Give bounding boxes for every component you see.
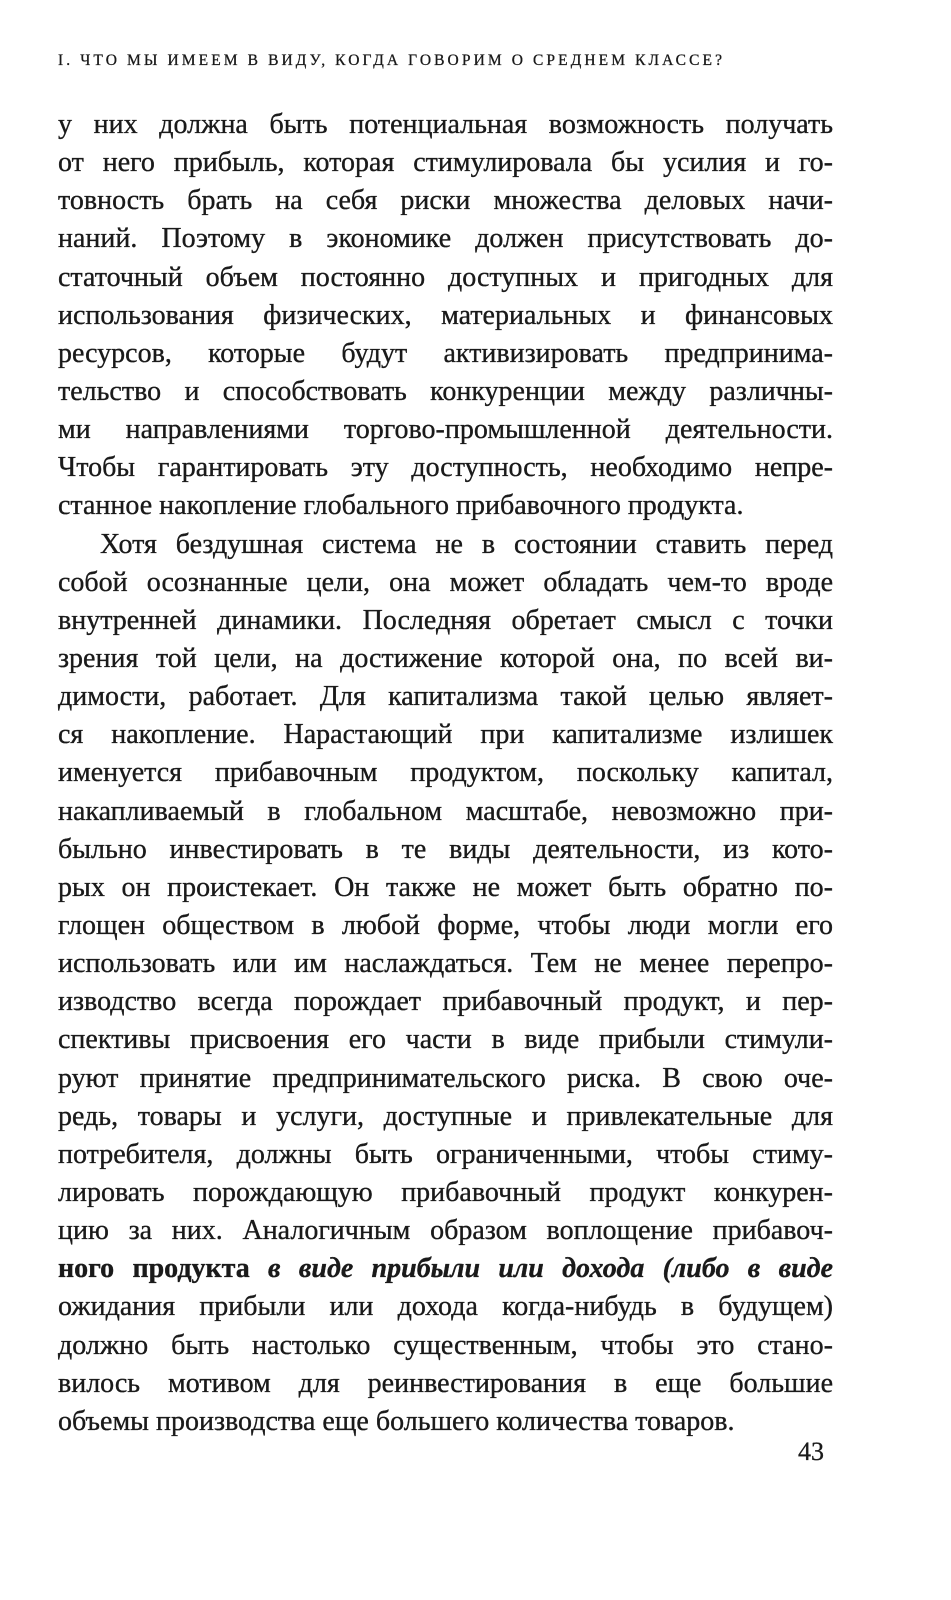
- text-line: ожидания прибыли или дохода когда-нибудь в будущем): [58, 1291, 833, 1323]
- text-line: вилось мотивом для реинвестирования в еще большие: [58, 1367, 833, 1399]
- text-line: лировать порождающую прибавочный продукт конкурен-: [58, 1176, 833, 1208]
- text-line: товность брать на себя риски множества деловых начи-: [58, 185, 833, 217]
- text-line: димости, работает. Для капитализма такой целью являет-: [58, 681, 833, 713]
- text-line: Хотя бездушная система не в состоянии ставить перед: [100, 528, 833, 560]
- text-line: накапливаемый в глобальном масштабе, невозможно при-: [58, 795, 833, 827]
- text-line: тельство и способствовать конкуренции между различны-: [58, 375, 833, 407]
- text-line: рых он проистекает. Он также не может быть обратно по-: [58, 871, 833, 903]
- text-line: именуется прибавочным продуктом, поскольку капитал,: [58, 757, 833, 789]
- text-line: наний. Поэтому в экономике должен присутствовать до-: [58, 223, 833, 255]
- text-line: от него прибыль, которая стимулировала бы усилия и го-: [58, 147, 833, 179]
- running-head: I. ЧТО МЫ ИМЕЕМ В ВИДУ, КОГДА ГОВОРИМ О СРЕДНЕМ КЛАССЕ?: [58, 52, 726, 69]
- text-line: цию за них. Аналогичным образом воплощение прибавоч-: [58, 1215, 833, 1247]
- text-line: быльно инвестировать в те виды деятельности, из кото-: [58, 833, 833, 865]
- text-line: собой осознанные цели, она может обладать чем-то вроде: [58, 566, 833, 598]
- text-line: внутренней динамики. Последняя обретает смысл с точки: [58, 604, 833, 636]
- bold-italic-text: в виде прибыли или дохода (либо в виде: [268, 1253, 833, 1285]
- text-line: редь, товары и услуги, доступные и привлекательные для: [58, 1100, 833, 1132]
- emphasis-line: [58, 1250, 833, 1288]
- text-line: Чтобы гарантировать эту доступность, необходимо непре-: [58, 452, 833, 484]
- page-number: 43: [798, 1437, 824, 1466]
- text-line: спективы присвоения его части в виде прибыли стимули-: [58, 1024, 833, 1056]
- text-line: руют принятие предпринимательского риска. В свою оче-: [58, 1062, 833, 1094]
- text-line: ми направлениями торгово-промышленной деятельности.: [58, 414, 833, 446]
- text-line: станное накопление глобального прибавочного продукта.: [58, 490, 744, 522]
- text-line: использовать или им наслаждаться. Тем не менее перепро-: [58, 948, 833, 980]
- text-line: глощен обществом в любой форме, чтобы люди могли его: [58, 909, 833, 941]
- text-line: объемы производства еще большего количества товаров.: [58, 1405, 735, 1437]
- body-text: [58, 106, 833, 1441]
- text-line: использования физических, материальных и финансовых: [58, 299, 833, 331]
- text-line: ресурсов, которые будут активизировать предпринима-: [58, 337, 833, 369]
- text-line: ся накопление. Нарастающий при капитализме излишек: [58, 719, 833, 751]
- text-line: зрения той цели, на достижение которой она, по всей ви-: [58, 642, 833, 674]
- text-line: изводство всегда порождает прибавочный продукт, и пер-: [58, 986, 833, 1018]
- text-line: должно быть настолько существенным, чтобы это стано-: [58, 1329, 833, 1361]
- text-line: статочный объем постоянно доступных и пригодных для: [58, 261, 833, 293]
- text-line: потребителя, должны быть ограниченными, чтобы стиму-: [58, 1138, 833, 1170]
- text-line: у них должна быть потенциальная возможность получать: [58, 109, 833, 140]
- bold-text: ного продукта: [58, 1253, 269, 1285]
